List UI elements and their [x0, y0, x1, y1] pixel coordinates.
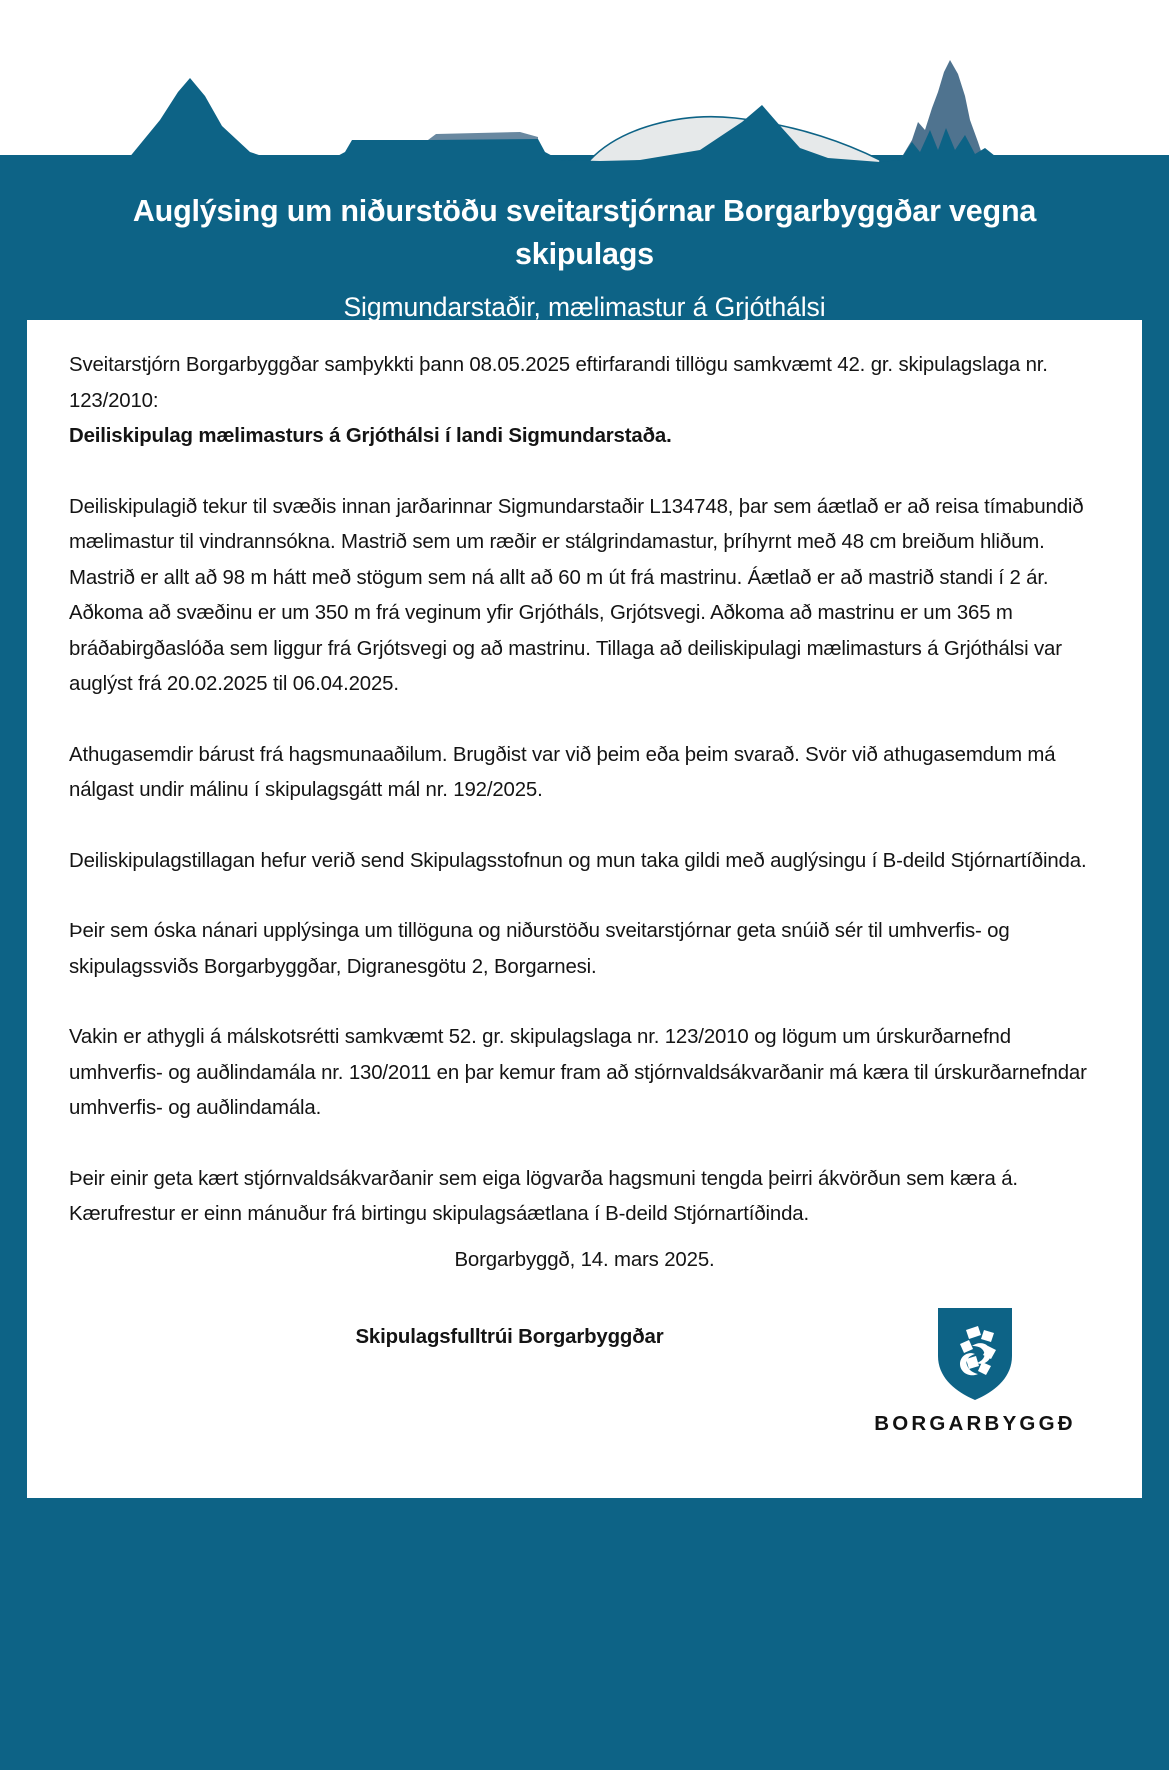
page-subtitle: Sigmundarstaðir, mælimastur á Grjóthálsi	[343, 292, 826, 322]
poster-body-band	[0, 320, 1169, 1770]
spacer	[69, 455, 1100, 490]
submission-paragraph: Deiliskipulagstillagan hefur verið send Skipulagsstofnun og mun taka gildi með auglýsingu í B-deild Stjórnartíðinda.	[69, 849, 1087, 872]
borgarbyggd-logo	[860, 1306, 1090, 1436]
comments-paragraph: Athugasemdir bárust frá hagsmunaaðilum. Brugðist var við þeim eða þeim svarað. Svör við athugasemdum má nálgast undir málinu í skipulagsgátt mál nr. 192/2025.	[69, 743, 1056, 801]
page-title: Auglýsing um niðurstöðu sveitarstjórnar Borgarbyggðar vegna skipulags	[132, 194, 1037, 271]
spacer	[69, 879, 1100, 914]
proposal-title: Deiliskipulag mælimasturs á Grjóthálsi í landi Sigmundarstaða.	[69, 425, 672, 447]
borgarbyggd-shield-icon	[936, 1306, 1014, 1402]
intro-paragraph: Sveitarstjórn Borgarbyggðar samþykkti þann 08.05.2025 eftirfarandi tillögu samkvæmt 42. gr. skipulagslaga nr. 123/2010:	[69, 354, 1048, 412]
poster-header	[0, 0, 1169, 360]
header-text-block	[0, 190, 1169, 324]
area-paragraph: Deiliskipulagið tekur til svæðis innan jarðarinnar Sigmundarstaðir L134748, þar sem áætlað er að reisa tímabundið mælimastur til vindrannsókna. Mastrið sem um ræðir er stálgrindamastur, þríhyrnt með 48 cm breiðum hliðum. Mastrið er allt að 98 m hátt með stögum sem ná allt að 60 m út frá mastrinu. Áætlað er að mastrið standi í 2 ár. Aðkoma að svæðinu er um 350 m frá veginum yfir Grjótháls, Grjótsvegi. Aðkoma að mastrinu er um 365 m bráðabirgðaslóða sem liggur frá Grjótsvegi og að mastrinu. Tillaga að deiliskipulagi mælimasturs á Grjóthálsi var auglýst frá 20.02.2025 til 06.04.2025.	[69, 495, 1084, 695]
spacer	[69, 703, 1100, 738]
spacer	[69, 809, 1100, 844]
notice-card	[27, 320, 1142, 1498]
signature-place-date: Borgarbyggð, 14. mars 2025.	[454, 1248, 715, 1271]
signature-role: Skipulagsfulltrúi Borgarbyggðar	[355, 1326, 664, 1348]
appeal-paragraph: Vakin er athygli á málskotsrétti samkvæmt 52. gr. skipulagslaga nr. 123/2010 og lögum um úrskurðarnefnd umhverfis- og auðlindamála nr. 130/2011 en þar kemur fram að stjórnvaldsákvarðanir má kæra til úrskurðarnefndar umhverfis- og auðlindamála.	[69, 1026, 1087, 1119]
spacer	[69, 985, 1100, 1020]
appeal-rights-paragraph: Þeir einir geta kært stjórnvaldsákvarðanir sem eiga lögvarða hagsmuni tengda þeirri ákvörðun sem kæra á. Kærufrestur er einn mánuður frá birtingu skipulagsáætlana í B-deild Stjórnartíðinda.	[69, 1167, 1018, 1225]
info-paragraph: Þeir sem óska nánari upplýsinga um tillöguna og niðurstöðu sveitarstjórnar geta snúið sér til umhverfis- og skipulagssviðs Borgarbyggðar, Digranesgötu 2, Borgarnesi.	[69, 920, 1010, 978]
spacer	[69, 1127, 1100, 1162]
logo-wordmark: BORGARBYGGÐ	[874, 1412, 1076, 1435]
